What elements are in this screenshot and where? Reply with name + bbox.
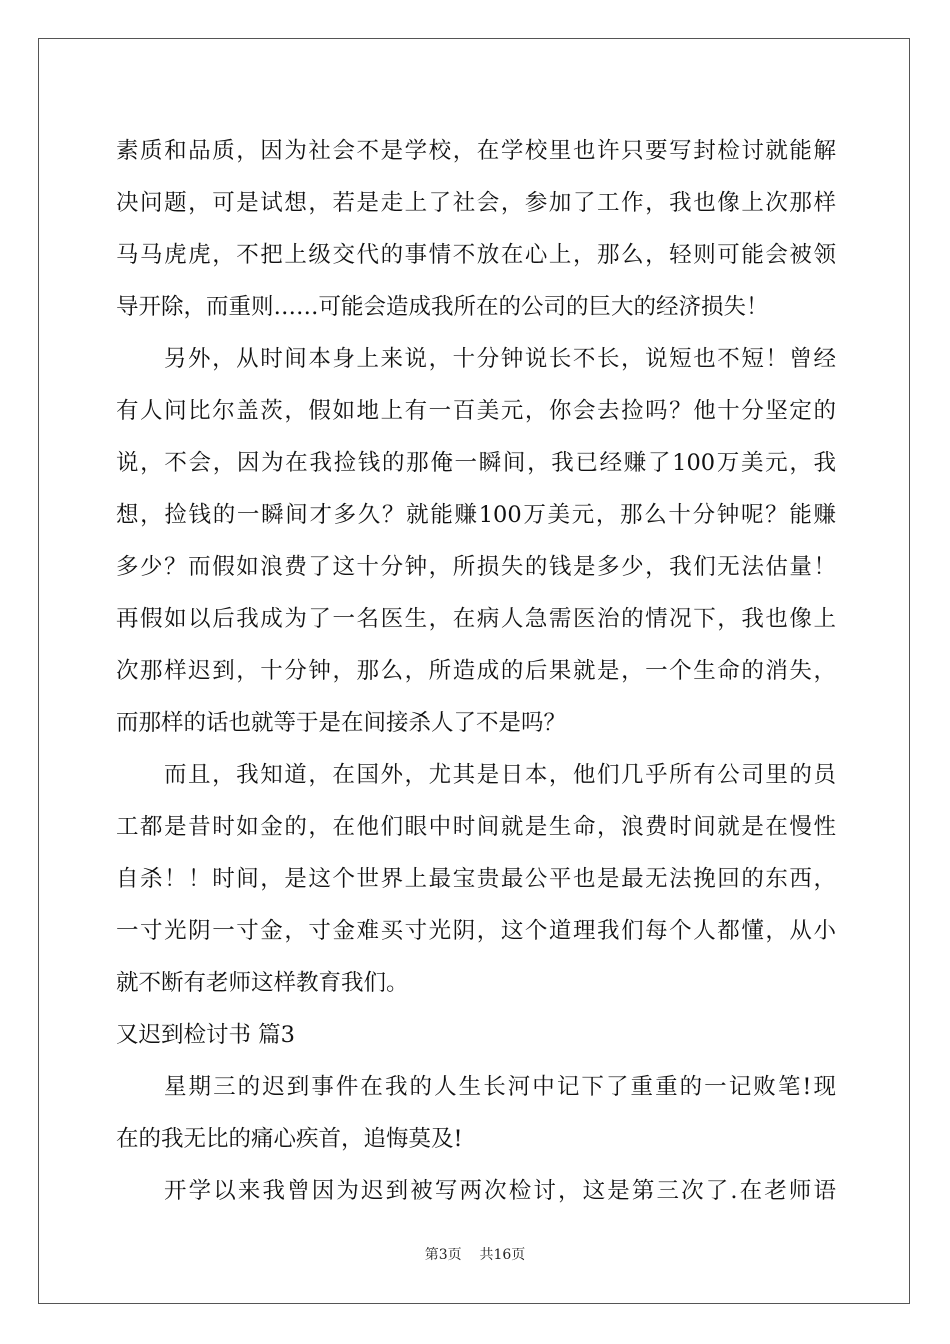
text-line: 有人问比尔盖茨，假如地上有一百美元，你会去捡吗？他十分坚定的	[116, 398, 836, 424]
text-line: 多少？而假如浪费了这十分钟，所损失的钱是多少，我们无法估量！	[116, 554, 836, 580]
text-line: 在的我无比的痛心疾首，追悔莫及!	[116, 1126, 463, 1152]
text-line: 而那样的话也就等于是在间接杀人了不是吗？	[116, 710, 567, 736]
section-heading: 又迟到检讨书 篇3	[116, 1022, 295, 1048]
text-line: 工都是昔时如金的，在他们眼中时间就是生命，浪费时间就是在慢性	[116, 814, 836, 840]
text-line: 另外，从时间本身上来说，十分钟说长不长，说短也不短！曾经	[164, 346, 836, 372]
text-line: 星期三的迟到事件在我的人生长河中记下了重重的一记败笔!现	[164, 1074, 836, 1100]
text-line: 导开除，而重则……可能会造成我所在的公司的巨大的经济损失！	[116, 294, 769, 320]
text-line: 决问题，可是试想，若是走上了社会，参加了工作，我也像上次那样	[116, 190, 836, 216]
document-body	[116, 125, 836, 1217]
page-footer	[0, 1244, 950, 1264]
text-line: 开学以来我曾因为迟到被写两次检讨，这是第三次了.在老师语	[164, 1178, 836, 1204]
page-number: 第3页	[424, 1247, 462, 1263]
page-total: 共16页	[479, 1247, 526, 1263]
text-line: 而且，我知道，在国外，尤其是日本，他们几乎所有公司里的员	[164, 762, 836, 788]
text-line: 一寸光阴一寸金，寸金难买寸光阴，这个道理我们每个人都懂，从小	[116, 918, 836, 944]
text-line: 自杀！！时间，是这个世界上最宝贵最公平也是最无法挽回的东西，	[116, 866, 836, 892]
text-line: 想，捡钱的一瞬间才多久？就能赚100万美元，那么十分钟呢？能赚	[116, 502, 836, 528]
text-line: 就不断有老师这样教育我们。	[116, 970, 409, 996]
text-line: 次那样迟到，十分钟，那么，所造成的后果就是，一个生命的消失，	[116, 658, 836, 684]
text-line: 说，不会，因为在我捡钱的那俺一瞬间，我已经赚了100万美元，我	[116, 450, 836, 476]
text-line: 再假如以后我成为了一名医生，在病人急需医治的情况下，我也像上	[116, 606, 836, 632]
text-line: 马马虎虎，不把上级交代的事情不放在心上，那么，轻则可能会被领	[116, 242, 836, 268]
text-line: 素质和品质，因为社会不是学校，在学校里也许只要写封检讨就能解	[116, 138, 836, 164]
